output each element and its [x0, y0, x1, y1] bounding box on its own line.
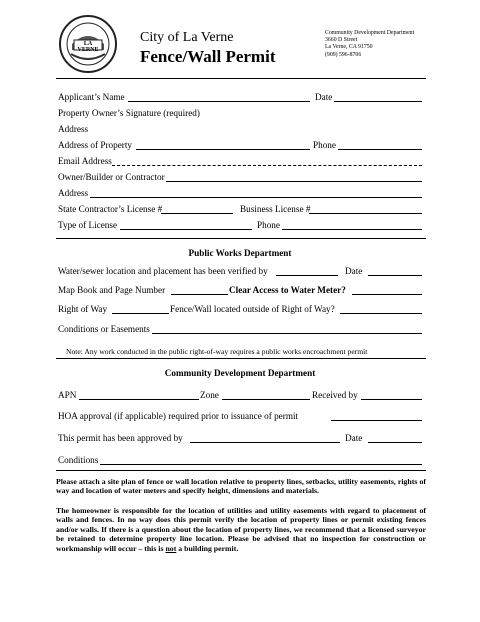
zone-label: Zone	[200, 390, 219, 400]
water-sewer-label: Water/sewer location and placement has been verified by	[58, 266, 268, 276]
business-license-label: Business License #	[240, 204, 311, 214]
homeowner-responsibility	[56, 506, 426, 553]
applicant-name-field[interactable]	[128, 92, 310, 102]
contractor-license-label: State Contractor’s License #	[58, 204, 163, 214]
hoa-field[interactable]	[331, 411, 422, 421]
email-field[interactable]	[112, 156, 422, 166]
right-of-way-label: Right of Way	[58, 304, 108, 314]
cd-conditions-label: Conditions	[58, 455, 99, 465]
property-phone-field[interactable]	[338, 140, 422, 150]
address2-field[interactable]	[90, 188, 422, 198]
applicant-name-label: Applicant’s Name	[58, 92, 125, 102]
map-book-label: Map Book and Page Number	[58, 285, 166, 295]
section-divider	[56, 358, 426, 359]
not-emphasis: not	[165, 543, 177, 553]
clear-access-field[interactable]	[352, 285, 422, 295]
address-line: Community Development Department	[325, 30, 415, 36]
contractor-phone-label: Phone	[257, 220, 280, 230]
apn-label: APN	[58, 390, 77, 400]
hoa-label: HOA approval (if applicable) required prior to issuance of permit	[58, 411, 299, 421]
applicant-date-field[interactable]	[334, 92, 422, 102]
outside-row-label: Fence/Wall located outside of Right of Way?	[170, 304, 335, 314]
section-divider	[56, 470, 426, 471]
water-sewer-field[interactable]	[276, 266, 338, 276]
approved-by-label: This permit has been approved by	[58, 433, 183, 443]
received-by-field[interactable]	[361, 390, 422, 400]
email-label: Email Address	[58, 156, 112, 166]
city-name: City of La Verne	[140, 30, 234, 45]
pw-date-label: Date	[345, 266, 363, 276]
public-works-heading: Public Works Department	[188, 248, 292, 258]
property-phone-label: Phone	[313, 140, 336, 150]
license-type-label: Type of License	[58, 220, 118, 230]
cd-date-field[interactable]	[368, 433, 422, 443]
apn-field[interactable]	[79, 390, 199, 400]
map-book-field[interactable]	[171, 285, 228, 295]
address2-label: Address	[58, 188, 89, 198]
address-label: Address	[58, 124, 89, 134]
city-seal	[58, 14, 118, 74]
right-of-way-field[interactable]	[112, 304, 169, 314]
license-type-field[interactable]	[120, 220, 252, 230]
seal-label: LA VERNE	[77, 41, 99, 53]
address-line: La Verne, CA 91750	[325, 44, 373, 51]
property-address-label: Address of Property	[58, 140, 132, 150]
contractor-license-field[interactable]	[161, 204, 233, 214]
zone-field[interactable]	[222, 390, 310, 400]
approved-by-field[interactable]	[190, 433, 340, 443]
cd-conditions-field[interactable]	[100, 455, 422, 465]
department-address	[325, 30, 414, 59]
pw-conditions-field[interactable]	[152, 324, 422, 334]
encroachment-note: Note: Any work conducted in the public right-of-way requires a public works encroachment permit	[66, 347, 368, 356]
business-license-field[interactable]	[309, 204, 422, 214]
property-address-field[interactable]	[136, 140, 310, 150]
contractor-phone-field[interactable]	[282, 220, 422, 230]
applicant-date-label: Date	[315, 92, 333, 102]
responsibility-text: The homeowner is responsible for the location of utilities and utility easements with regard to placement of walls and fences. In no way does this permit verify the location of property lines or permit existing fences and/or walls. If there is a question about the location of property lines, we recommend that a licensed surveyor be retained to determine property line location. Please be advised that no inspection for construction or workmanship will occur – this is	[56, 506, 426, 553]
cd-date-label: Date	[345, 433, 363, 443]
pw-conditions-label: Conditions or Easements	[58, 324, 150, 334]
received-by-label: Received by	[312, 390, 358, 400]
responsibility-text-end: a building permit.	[176, 543, 239, 553]
builder-label: Owner/Builder or Contractor	[58, 172, 165, 182]
address-line: (909) 596-8706	[325, 51, 362, 58]
builder-field[interactable]	[166, 172, 422, 182]
pw-date-field[interactable]	[368, 266, 422, 276]
owner-signature-label: Property Owner’s Signature (required)	[58, 108, 200, 118]
clear-access-label: Clear Access to Water Meter?	[229, 285, 346, 295]
page-title: Fence/Wall Permit	[140, 47, 276, 66]
section-divider	[56, 238, 426, 239]
site-plan-instructions: Please attach a site plan of fence or wall location relative to property lines, setbacks, utility easements, rights of way and location of water meters and specify height, dimensions and materials.	[56, 477, 426, 496]
outside-row-field[interactable]	[340, 304, 422, 314]
address-line: 3660 D Street	[325, 37, 358, 44]
header-divider	[56, 78, 426, 79]
community-dev-heading: Community Development Department	[164, 368, 316, 378]
